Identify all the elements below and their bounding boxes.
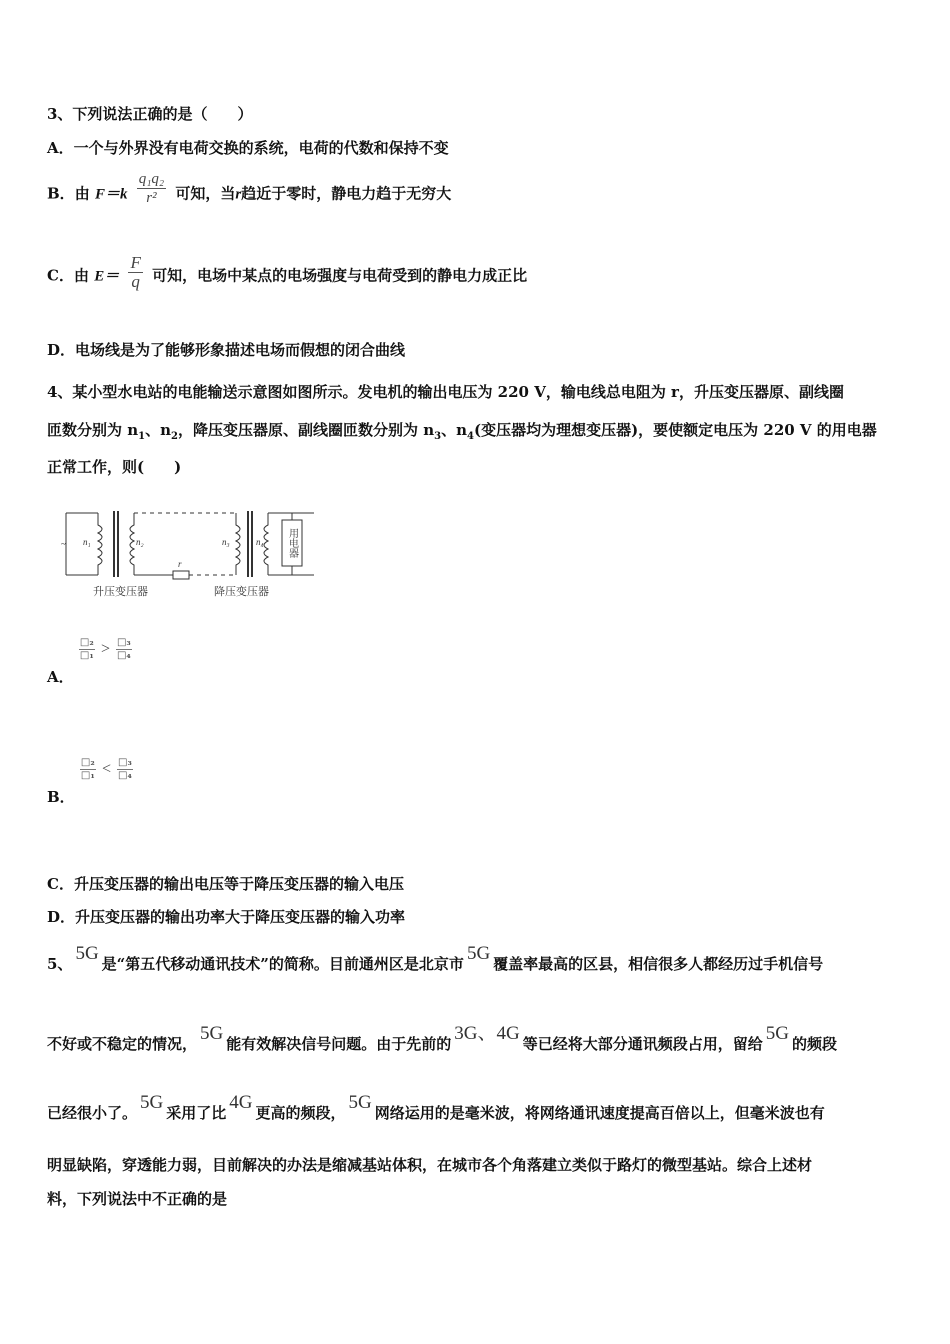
option-text-post: 可知，电场中某点的电场强度与电荷受到的静电力成正比 [152, 266, 528, 285]
transmission-circuit-diagram [58, 505, 320, 600]
comparison-operator: > [99, 640, 111, 658]
option-text-mid: 可知，当 [175, 184, 236, 203]
passage-text: 的频段 [791, 1035, 837, 1053]
label-n2: n₂ [136, 537, 144, 547]
term-5g: 5G [765, 1023, 789, 1044]
fraction-denominator: □₄ [118, 770, 132, 781]
option-text: 一个与外界没有电荷交换的系统，电荷的代数和保持不变 [73, 139, 449, 157]
q5-line-5: 料，下列说法中不正确的是 [47, 1190, 228, 1208]
term-3g-4g: 3G、4G [454, 1023, 520, 1044]
option-label: B． [47, 184, 75, 203]
option-label: C． [47, 875, 74, 893]
subscript: 3 [434, 431, 442, 442]
comparison-operator: < [100, 760, 112, 778]
stem-text: (变压器均为理想变压器)，要使额定电压为 220 V 的用电器 [473, 421, 877, 439]
coulomb-fraction [137, 170, 166, 207]
q3-stem: 3、下列说法正确的是（ ） [47, 105, 253, 123]
fraction-denominator: □₄ [116, 650, 131, 661]
label-n3: n₃ [222, 537, 230, 547]
passage-text: 能有效解决信号问题。由于先前的 [226, 1035, 452, 1053]
option-text: 升压变压器的输出电压等于降压变压器的输入电压 [73, 875, 404, 893]
option-label: B． [47, 787, 75, 806]
ratio-fraction [79, 637, 95, 662]
term-5g: 5G [348, 1092, 372, 1113]
label-r: r [178, 559, 182, 569]
label-step-down: 降压变压器 [214, 585, 269, 598]
ac-symbol: ~ [61, 539, 66, 549]
fraction-numerator: □₂ [79, 637, 94, 648]
subscript: 1 [138, 431, 146, 442]
option-text-post: 趋近于零时，静电力趋于无穷大 [241, 184, 452, 203]
q3-option-a[interactable] [47, 137, 449, 158]
q3-option-c[interactable] [47, 253, 528, 295]
option-text-pre: 由 [74, 184, 90, 203]
option-label: A． [47, 667, 74, 686]
fraction-denominator: q [131, 272, 140, 291]
variable-r: r [235, 186, 242, 203]
option-text: 电场线是为了能够形象描述电场而假想的闭合曲线 [75, 341, 406, 359]
q5-line-3 [47, 1092, 825, 1124]
passage-text: 更高的频段， [255, 1104, 346, 1122]
q4-stem-line-2 [47, 419, 877, 442]
fraction-numerator: □₃ [116, 637, 131, 648]
ratio-fraction [80, 757, 96, 782]
subscript: 4 [467, 431, 474, 442]
passage-text: 已经很小了。 [47, 1104, 138, 1122]
formula-lhs: F＝k [94, 186, 128, 203]
fraction-denominator: □₁ [80, 770, 95, 781]
coil-n4 [264, 513, 268, 575]
field-fraction [128, 254, 142, 291]
fraction-numerator: □₂ [80, 757, 95, 768]
q4-stem-line-1: 4、某小型水电站的电能输送示意图如图所示。发电机的输出电压为 220 V，输电线总电阻为 r，升压变压器原、副线圈 [47, 383, 844, 401]
option-label: A． [47, 139, 74, 157]
passage-text: 是“第五代移动通讯技术”的简称。目前通州区是北京市 [101, 955, 464, 973]
stem-text: 、n [441, 421, 467, 439]
q4-option-d[interactable] [47, 906, 405, 927]
option-text: 升压变压器的输出功率大于降压变压器的输入功率 [75, 908, 406, 926]
fraction-numerator: q₁q₂ [138, 171, 165, 187]
label-load: 用电器 [286, 528, 298, 558]
term-5g: 5G [140, 1092, 164, 1113]
q3-option-d[interactable] [47, 339, 405, 360]
subscript: 2 [171, 431, 178, 442]
label-n1: n₁ [83, 537, 91, 547]
passage-text: 覆盖率最高的区县，相信很多人都经历过手机信号 [493, 955, 824, 973]
ratio-fraction [117, 757, 133, 782]
term-4g: 4G [229, 1092, 253, 1113]
coil-n1 [98, 513, 102, 575]
q5-line-1 [47, 943, 824, 975]
term-5g: 5G [75, 943, 99, 964]
option-label: D． [47, 908, 76, 926]
coil-n3 [236, 513, 240, 575]
fraction-numerator: F [130, 253, 141, 272]
term-5g: 5G [466, 943, 491, 964]
term-5g: 5G [200, 1023, 224, 1044]
option-text-pre: 由 [73, 266, 89, 285]
option-label: C． [47, 266, 74, 285]
formula-lhs: E＝ [94, 268, 120, 285]
option-label: D． [47, 341, 76, 359]
line-resistor [173, 571, 189, 579]
fraction-numerator: □₃ [118, 757, 132, 768]
stem-text: 匝数分别为 n [47, 421, 139, 439]
q4-stem-line-3: 正常工作，则( ) [47, 458, 182, 476]
fraction-denominator: □₁ [79, 650, 94, 661]
label-n4: n₄ [256, 537, 264, 547]
passage-text: 不好或不稳定的情况， [47, 1035, 198, 1053]
q4-option-c[interactable] [47, 873, 404, 894]
q5-line-2 [47, 1023, 837, 1055]
question-number: 5、 [47, 955, 73, 973]
passage-text: 采用了比 [166, 1104, 227, 1122]
label-step-up: 升压变压器 [93, 585, 148, 598]
q3-option-b[interactable] [47, 171, 452, 213]
q5-line-4: 明显缺陷，穿透能力弱，目前解决的办法是缩减基站体积，在城市各个角落建立类似于路灯的微型基站。综合上述材 [47, 1156, 813, 1174]
coil-n2 [130, 513, 134, 575]
stem-text: 、n [145, 421, 172, 439]
q4-option-a[interactable] [47, 637, 132, 686]
passage-text: 等已经将大部分通讯频段占用，留给 [522, 1035, 763, 1053]
fraction-denominator: r² [146, 190, 157, 206]
q4-option-b[interactable] [47, 757, 133, 806]
ratio-fraction [116, 637, 132, 662]
stem-text: ，降压变压器原、副线圈匝数分别为 n [177, 421, 435, 439]
passage-text: 网络运用的是毫米波，将网络通讯速度提高百倍以上，但毫米波也有 [374, 1104, 825, 1122]
